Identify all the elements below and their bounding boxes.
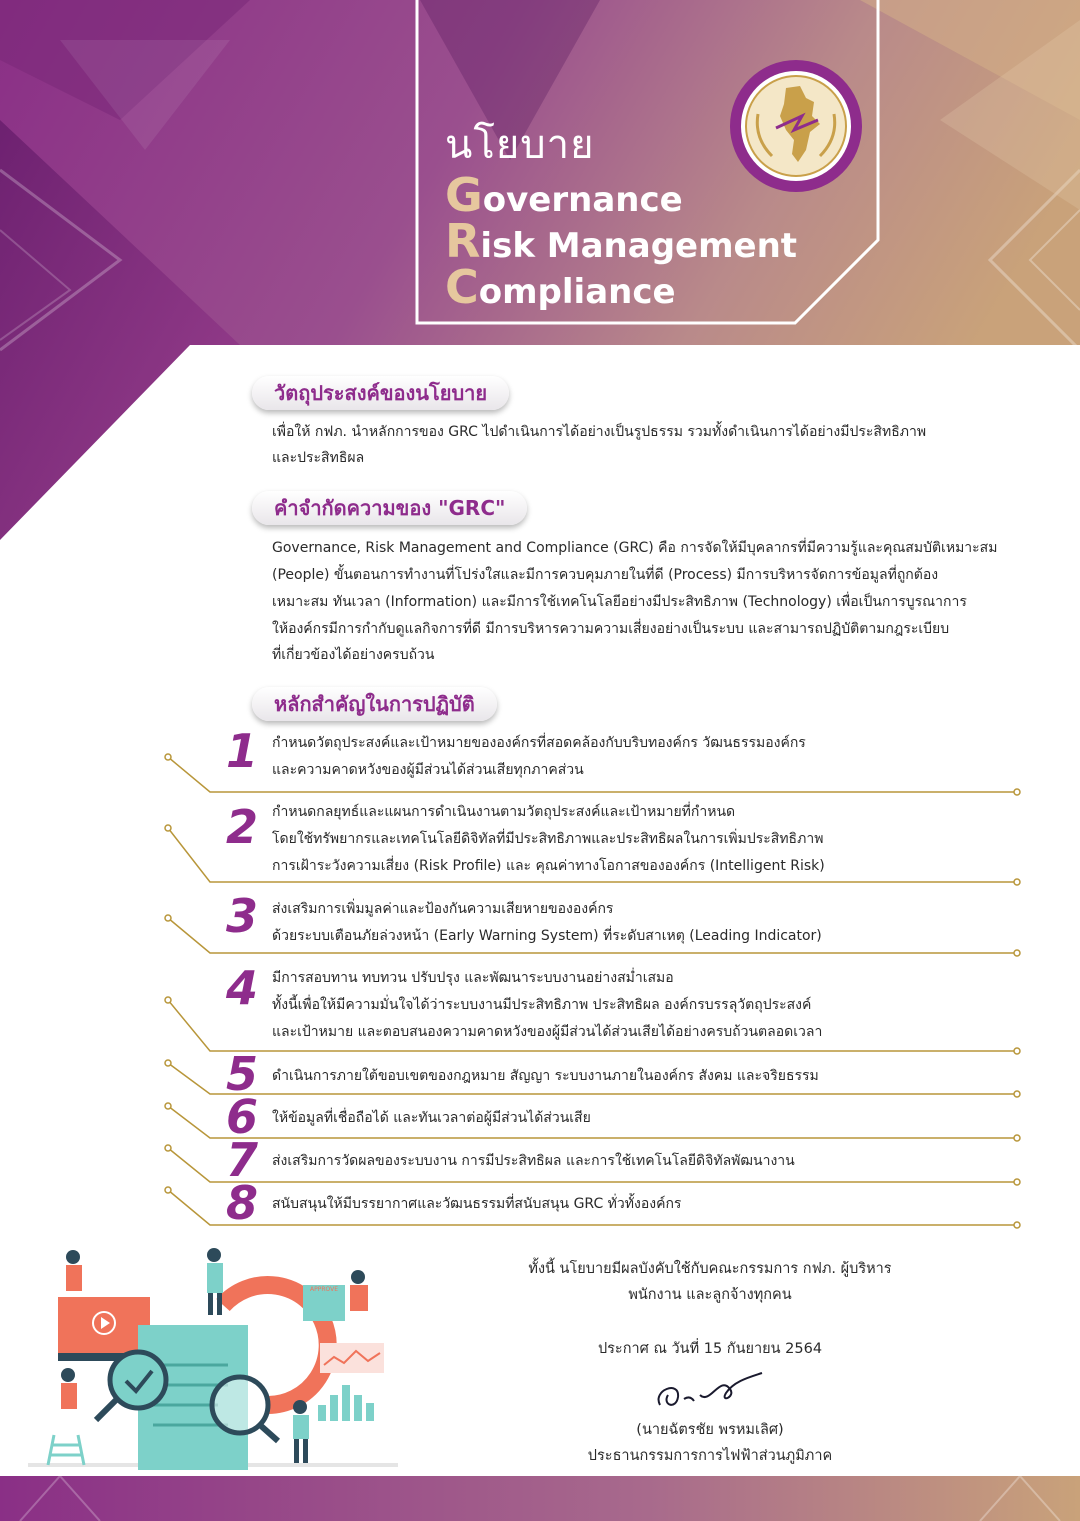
signer-title: ประธานกรรมการการไฟฟ้าส่วนภูมิภาค — [587, 1448, 833, 1464]
objective-text-line: เพื่อให้ กฟภ. นำหลักการของ GRC ไปดำเนินการได้อย่างเป็นรูปธรรม รวมทั้งดำเนินการได้อย่างมีประสิทธิภาพ — [272, 424, 927, 440]
policy-title: นโยบาย — [445, 122, 595, 168]
principle-number: 7 — [225, 1133, 258, 1187]
principle-text-line: การเฝ้าระวังความเสี่ยง (Risk Profile) และ คุณค่าทางโอกาสขององค์กร (Intelligent Risk) — [272, 858, 825, 874]
principle-text-line: สนับสนุนให้มีบรรยากาศและวัฒนธรรมที่สนับสนุน GRC ทั่วทั้งองค์กร — [272, 1196, 682, 1212]
definition-text-line: (People) ขั้นตอนการทำงานที่โปร่งใสและมีการควบคุมภายในที่ดี (Process) มีการบริหารจัดการข้อมูลที่ถูกต้อง — [272, 567, 939, 583]
signature — [650, 1365, 770, 1425]
principle-number: 2 — [225, 800, 258, 854]
principle-number: 4 — [225, 961, 258, 1015]
principle-text-line: ดำเนินการภายใต้ขอบเขตของกฎหมาย สัญญา ระบบงานภายในองค์กร สังคม และจริยธรรม — [272, 1068, 819, 1084]
closing-line: ทั้งนี้ นโยบายมีผลบังคับใช้กับคณะกรรมการ กฟภ. ผู้บริหาร — [528, 1261, 892, 1277]
title-compliance: Compliance — [445, 260, 676, 314]
principle-text-line: โดยใช้ทรัพยากรและเทคโนโลยีดิจิทัลที่มีประสิทธิภาพและประสิทธิผลในการเพิ่มประสิทธิภาพ — [272, 831, 824, 847]
approve-label: APPROVE — [309, 1286, 339, 1293]
principle-text-line: ให้ข้อมูลที่เชื่อถือได้ และทันเวลาต่อผู้มีส่วนได้ส่วนเสีย — [272, 1110, 591, 1126]
announcement-date: ประกาศ ณ วันที่ 15 กันยายน 2564 — [597, 1341, 823, 1357]
principle-number: 6 — [225, 1090, 258, 1144]
definition-text-line: ให้องค์กรมีการกำกับดูแลกิจการที่ดี มีการบริหารความความเสี่ยงอย่างเป็นระบบ และสามารถปฏิบัติตามกฎระเบียบ — [272, 621, 950, 637]
principle-number: 3 — [225, 889, 258, 943]
definition-heading: คำจำกัดความของ "GRC" — [252, 491, 527, 525]
principle-number: 8 — [225, 1176, 258, 1230]
principle-number: 5 — [225, 1047, 258, 1101]
principle-text-line: กำหนดกลยุทธ์และแผนการดำเนินงานตามวัตถุประสงค์และเป้าหมายที่กำหนด — [272, 804, 736, 820]
principle-text-line: และเป้าหมาย และตอบสนองความคาดหวังของผู้มีส่วนได้ส่วนเสียได้อย่างครบถ้วนตลอดเวลา — [272, 1024, 823, 1040]
principle-text-line: มีการสอบทาน ทบทวน ปรับปรุง และพัฒนาระบบงานอย่างสม่ำเสมอ — [272, 970, 674, 986]
title-risk-management: Risk Management — [445, 214, 798, 268]
team-illustration — [28, 1245, 408, 1475]
principle-text-line: และความคาดหวังของผู้มีส่วนได้ส่วนเสียทุกภาคส่วน — [272, 762, 584, 778]
principle-text-line: ส่งเสริมการเพิ่มมูลค่าและป้องกันความเสียหายขององค์กร — [272, 901, 614, 917]
principle-number: 1 — [225, 724, 258, 778]
signer-name: (นายฉัตรชัย พรหมเลิศ) — [636, 1422, 784, 1438]
principles-heading: หลักสำคัญในการปฏิบัติ — [252, 687, 497, 721]
definition-text-line: Governance, Risk Management and Compliance (GRC) คือ การจัดให้มีบุคลากรที่มีความรู้และคุณสมบัติเหมาะสม — [272, 540, 998, 556]
principle-text-line: กำหนดวัตถุประสงค์และเป้าหมายขององค์กรที่สอดคล้องกับบริบทองค์กร วัฒนธรรมองค์กร — [272, 735, 806, 751]
principle-text-line: ด้วยระบบเตือนภัยล่วงหน้า (Early Warning System) ที่ระดับสาเหตุ (Leading Indicator) — [272, 928, 822, 944]
principle-text-line: ส่งเสริมการวัดผลของระบบงาน การมีประสิทธิผล และการใช้เทคโนโลยีดิจิทัลพัฒนางาน — [272, 1153, 795, 1169]
principle-text-line: ทั้งนี้เพื่อให้มีความมั่นใจได้ว่าระบบงานมีประสิทธิภาพ ประสิทธิผล องค์กรบรรลุวัตถุประสงค์ — [272, 997, 812, 1013]
definition-text-line: ที่เกี่ยวข้องได้อย่างครบถ้วน — [272, 647, 435, 663]
definition-text-line: เหมาะสม ทันเวลา (Information) และมีการใช้เทคโนโลยีอย่างมีประสิทธิภาพ (Technology) เพื่อเป็นการบูรณาการ — [272, 594, 967, 610]
objective-text-line: และประสิทธิผล — [272, 450, 365, 466]
title-governance: Governance — [445, 168, 683, 222]
objective-heading: วัตถุประสงค์ของนโยบาย — [252, 376, 509, 410]
closing-line: พนักงาน และลูกจ้างทุกคน — [628, 1287, 792, 1303]
